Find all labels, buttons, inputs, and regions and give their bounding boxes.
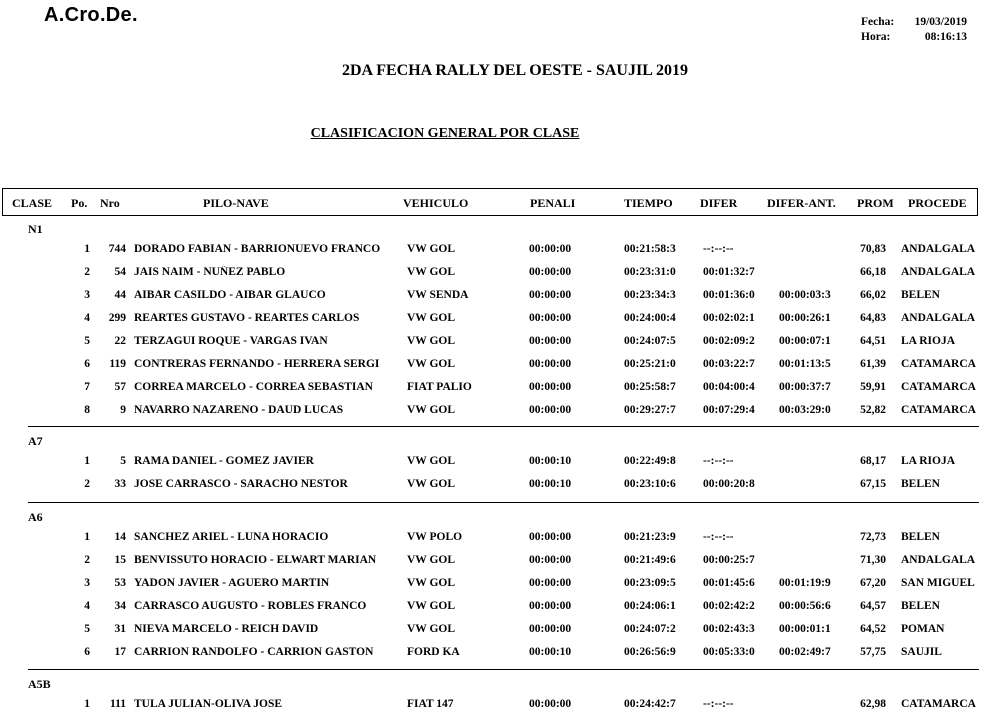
vehicle-cell: VW GOL <box>407 478 456 490</box>
difference-cell: 00:01:36:0 <box>703 289 755 301</box>
origin-cell: POMAN <box>901 623 945 635</box>
position-cell: 2 <box>84 478 90 490</box>
time-cell: 00:29:27:7 <box>624 404 676 416</box>
table-row <box>0 335 1000 351</box>
vehicle-cell: VW SENDA <box>407 289 469 301</box>
origin-cell: CATAMARCA <box>901 698 976 710</box>
col-header-time: TIEMPO <box>624 196 673 210</box>
pilot-navigator-cell: CORREA MARCELO - CORREA SEBASTIAN <box>134 381 373 393</box>
col-header-penalty: PENALI <box>530 196 576 210</box>
pilot-navigator-cell: CARRASCO AUGUSTO - ROBLES FRANCO <box>134 600 367 612</box>
origin-cell: BELEN <box>901 600 940 612</box>
table-row <box>0 243 1000 259</box>
pilot-navigator-cell: TULA JULIAN-OLIVA JOSE <box>134 698 283 710</box>
vehicle-cell: VW GOL <box>407 600 456 612</box>
pilot-navigator-cell: JAIS NAIM - NUÑEZ PABLO <box>134 266 286 278</box>
difference-previous-cell: 00:02:49:7 <box>779 646 831 658</box>
pilot-navigator-cell: TERZAGUI ROQUE - VARGAS IVAN <box>134 335 328 347</box>
average-cell: 68,17 <box>860 455 886 467</box>
pilot-navigator-cell: RAMA DANIEL - GOMEZ JAVIER <box>134 455 314 467</box>
col-header-nro: Nro <box>100 196 120 210</box>
position-cell: 3 <box>84 577 90 589</box>
number-cell: 53 <box>114 577 126 589</box>
col-header-origin: PROCEDE <box>908 196 967 210</box>
pilot-navigator-cell: JOSE CARRASCO - SARACHO NESTOR <box>134 478 348 490</box>
time-cell: 00:24:00:4 <box>624 312 676 324</box>
time-cell: 00:24:06:1 <box>624 600 676 612</box>
vehicle-cell: VW GOL <box>407 266 456 278</box>
average-cell: 64,51 <box>860 335 886 347</box>
number-cell: 44 <box>114 289 126 301</box>
class-label: A7 <box>28 434 43 448</box>
difference-previous-cell: 00:00:03:3 <box>779 289 831 301</box>
table-row <box>0 478 1000 494</box>
origin-cell: ANDALGALA <box>901 312 976 324</box>
table-row <box>0 404 1000 420</box>
origin-cell: CATAMARCA <box>901 358 976 370</box>
origin-cell: CATAMARCA <box>901 404 976 416</box>
report-subtitle: CLASIFICACION GENERAL POR CLASE <box>310 126 580 141</box>
table-row <box>0 358 1000 374</box>
number-cell: 31 <box>114 623 126 635</box>
difference-cell: 00:02:09:2 <box>703 335 755 347</box>
difference-cell: 00:01:45:6 <box>703 577 755 589</box>
penalty-cell: 00:00:10 <box>529 478 572 490</box>
position-cell: 1 <box>84 243 90 255</box>
number-cell: 34 <box>114 600 126 612</box>
difference-cell: 00:05:33:0 <box>703 646 755 658</box>
number-cell: 33 <box>114 478 126 490</box>
position-cell: 6 <box>84 646 90 658</box>
pilot-navigator-cell: AIBAR CASILDO - AIBAR GLAUCO <box>134 289 326 301</box>
number-cell: 744 <box>108 243 126 255</box>
position-cell: 2 <box>84 554 90 566</box>
table-row <box>0 455 1000 471</box>
penalty-cell: 00:00:00 <box>529 698 572 710</box>
time-cell: 00:21:58:3 <box>624 243 676 255</box>
average-cell: 61,39 <box>860 358 886 370</box>
penalty-cell: 00:00:00 <box>529 623 572 635</box>
penalty-cell: 00:00:00 <box>529 577 572 589</box>
difference-previous-cell: 00:00:56:6 <box>779 600 831 612</box>
time-cell: 00:23:10:6 <box>624 478 676 490</box>
table-row <box>0 577 1000 593</box>
pilot-navigator-cell: DORADO FABIAN - BARRIONUEVO FRANCO <box>134 243 381 255</box>
number-cell: 57 <box>114 381 126 393</box>
origin-cell: BELEN <box>901 478 940 490</box>
origin-cell: LA RIOJA <box>901 335 955 347</box>
average-cell: 67,20 <box>860 577 886 589</box>
difference-cell: --:--:-- <box>703 455 734 467</box>
position-cell: 5 <box>84 335 90 347</box>
origin-cell: SAN MIGUEL <box>901 577 975 589</box>
vehicle-cell: VW GOL <box>407 312 456 324</box>
difference-cell: 00:07:29:4 <box>703 404 755 416</box>
number-cell: 299 <box>108 312 126 324</box>
event-title: 2DA FECHA RALLY DEL OESTE - SAUJIL 2019 <box>341 62 688 79</box>
average-cell: 70,83 <box>860 243 886 255</box>
average-cell: 66,02 <box>860 289 886 301</box>
difference-previous-cell: 00:03:29:0 <box>779 404 831 416</box>
origin-cell: ANDALGALA <box>901 243 976 255</box>
col-header-diff-prev: DIFER-ANT. <box>767 196 836 210</box>
class-label: N1 <box>28 222 43 236</box>
class-label: A5B <box>28 677 51 691</box>
difference-previous-cell: 00:01:19:9 <box>779 577 831 589</box>
table-row <box>0 381 1000 397</box>
col-header-vehicle: VEHICULO <box>403 196 469 210</box>
col-header-pilot: PILO-NAVE <box>203 196 269 210</box>
vehicle-cell: VW GOL <box>407 554 456 566</box>
section-divider <box>28 502 979 503</box>
pilot-navigator-cell: SANCHEZ ARIEL - LUNA HORACIO <box>134 531 329 543</box>
vehicle-cell: VW GOL <box>407 358 456 370</box>
number-cell: 22 <box>114 335 126 347</box>
vehicle-cell: FIAT 147 <box>407 698 454 710</box>
col-header-diff: DIFER <box>700 196 738 210</box>
table-row <box>0 531 1000 547</box>
origin-cell: BELEN <box>901 531 940 543</box>
vehicle-cell: FIAT PALIO <box>407 381 472 393</box>
penalty-cell: 00:00:00 <box>529 358 572 370</box>
time-cell: 00:24:42:7 <box>624 698 676 710</box>
table-row <box>0 623 1000 639</box>
origin-cell: LA RIOJA <box>901 455 955 467</box>
penalty-cell: 00:00:00 <box>529 266 572 278</box>
average-cell: 52,82 <box>860 404 886 416</box>
difference-previous-cell: 00:01:13:5 <box>779 358 831 370</box>
penalty-cell: 00:00:10 <box>529 455 572 467</box>
penalty-cell: 00:00:00 <box>529 404 572 416</box>
number-cell: 54 <box>114 266 126 278</box>
difference-previous-cell: 00:00:01:1 <box>779 623 831 635</box>
time-cell: 00:23:34:3 <box>624 289 676 301</box>
time-cell: 00:22:49:8 <box>624 455 676 467</box>
date-label: Fecha: <box>861 16 895 28</box>
difference-cell: 00:04:00:4 <box>703 381 755 393</box>
average-cell: 64,52 <box>860 623 886 635</box>
difference-cell: 00:02:43:3 <box>703 623 755 635</box>
time-cell: 00:21:49:6 <box>624 554 676 566</box>
penalty-cell: 00:00:00 <box>529 243 572 255</box>
time-cell: 00:25:58:7 <box>624 381 676 393</box>
origin-cell: CATAMARCA <box>901 381 976 393</box>
penalty-cell: 00:00:00 <box>529 554 572 566</box>
average-cell: 66,18 <box>860 266 886 278</box>
time-label: Hora: <box>861 31 891 43</box>
difference-cell: 00:03:22:7 <box>703 358 755 370</box>
average-cell: 64,83 <box>860 312 886 324</box>
difference-cell: 00:02:02:1 <box>703 312 755 324</box>
position-cell: 4 <box>84 312 90 324</box>
number-cell: 111 <box>110 698 126 710</box>
position-cell: 2 <box>84 266 90 278</box>
col-header-clase: CLASE <box>12 196 53 210</box>
average-cell: 72,73 <box>860 531 886 543</box>
vehicle-cell: VW GOL <box>407 623 456 635</box>
table-row <box>0 698 1000 714</box>
average-cell: 64,57 <box>860 600 886 612</box>
position-cell: 1 <box>84 531 90 543</box>
time-cell: 00:24:07:5 <box>624 335 676 347</box>
difference-previous-cell: 00:00:26:1 <box>779 312 831 324</box>
position-cell: 8 <box>84 404 90 416</box>
pilot-navigator-cell: BENVISSUTO HORACIO - ELWART MARIAN <box>134 554 377 566</box>
time-cell: 00:23:09:5 <box>624 577 676 589</box>
pilot-navigator-cell: CONTRERAS FERNANDO - HERRERA SERGI <box>134 358 380 370</box>
position-cell: 1 <box>84 455 90 467</box>
vehicle-cell: FORD KA <box>407 646 460 658</box>
number-cell: 119 <box>109 358 126 370</box>
col-header-avg: PROM <box>857 196 894 210</box>
position-cell: 5 <box>84 623 90 635</box>
number-cell: 9 <box>120 404 126 416</box>
vehicle-cell: VW GOL <box>407 577 456 589</box>
table-row <box>0 312 1000 328</box>
table-row <box>0 646 1000 662</box>
difference-cell: --:--:-- <box>703 698 734 710</box>
penalty-cell: 00:00:00 <box>529 335 572 347</box>
pilot-navigator-cell: CARRION RANDOLFO - CARRION GASTON <box>134 646 374 658</box>
number-cell: 5 <box>120 455 126 467</box>
date-value: 19/03/2019 <box>914 16 967 28</box>
col-header-po: Po. <box>71 196 88 210</box>
average-cell: 57,75 <box>860 646 886 658</box>
table-row <box>0 600 1000 616</box>
report-meta <box>861 15 967 45</box>
table-row <box>0 289 1000 305</box>
pilot-navigator-cell: REARTES GUSTAVO - REARTES CARLOS <box>134 312 360 324</box>
number-cell: 14 <box>114 531 126 543</box>
position-cell: 6 <box>84 358 90 370</box>
penalty-cell: 00:00:00 <box>529 289 572 301</box>
organization-logo: A.Cro.De. <box>44 4 138 26</box>
origin-cell: SAUJIL <box>901 646 942 658</box>
difference-previous-cell: 00:00:07:1 <box>779 335 831 347</box>
date-line <box>861 15 967 30</box>
number-cell: 17 <box>114 646 126 658</box>
difference-cell: 00:00:20:8 <box>703 478 755 490</box>
time-cell: 00:24:07:2 <box>624 623 676 635</box>
time-cell: 00:25:21:0 <box>624 358 676 370</box>
average-cell: 59,91 <box>860 381 886 393</box>
difference-cell: 00:01:32:7 <box>703 266 755 278</box>
difference-cell: 00:00:25:7 <box>703 554 755 566</box>
section-divider <box>28 426 979 427</box>
difference-cell: --:--:-- <box>703 243 734 255</box>
time-cell: 00:23:31:0 <box>624 266 676 278</box>
difference-cell: 00:02:42:2 <box>703 600 755 612</box>
difference-previous-cell: 00:00:37:7 <box>779 381 831 393</box>
position-cell: 3 <box>84 289 90 301</box>
penalty-cell: 00:00:00 <box>529 600 572 612</box>
difference-cell: --:--:-- <box>703 531 734 543</box>
penalty-cell: 00:00:00 <box>529 381 572 393</box>
position-cell: 4 <box>84 600 90 612</box>
penalty-cell: 00:00:00 <box>529 312 572 324</box>
vehicle-cell: VW GOL <box>407 404 456 416</box>
class-label: A6 <box>28 510 43 524</box>
average-cell: 67,15 <box>860 478 886 490</box>
vehicle-cell: VW GOL <box>407 455 456 467</box>
penalty-cell: 00:00:00 <box>529 531 572 543</box>
number-cell: 15 <box>114 554 126 566</box>
pilot-navigator-cell: NIEVA MARCELO - REICH DAVID <box>134 623 319 635</box>
table-row <box>0 554 1000 570</box>
time-line <box>861 30 967 45</box>
origin-cell: ANDALGALA <box>901 554 976 566</box>
time-cell: 00:21:23:9 <box>624 531 676 543</box>
origin-cell: ANDALGALA <box>901 266 976 278</box>
position-cell: 7 <box>84 381 90 393</box>
section-divider <box>28 669 979 670</box>
vehicle-cell: VW GOL <box>407 243 456 255</box>
time-cell: 00:26:56:9 <box>624 646 676 658</box>
average-cell: 62,98 <box>860 698 886 710</box>
average-cell: 71,30 <box>860 554 886 566</box>
pilot-navigator-cell: NAVARRO NAZARENO - DAUD LUCAS <box>134 404 344 416</box>
pilot-navigator-cell: YADON JAVIER - AGUERO MARTIN <box>134 577 330 589</box>
time-value: 08:16:13 <box>924 31 967 43</box>
table-row <box>0 266 1000 282</box>
vehicle-cell: VW POLO <box>407 531 463 543</box>
position-cell: 1 <box>84 698 90 710</box>
vehicle-cell: VW GOL <box>407 335 456 347</box>
penalty-cell: 00:00:10 <box>529 646 572 658</box>
origin-cell: BELEN <box>901 289 940 301</box>
